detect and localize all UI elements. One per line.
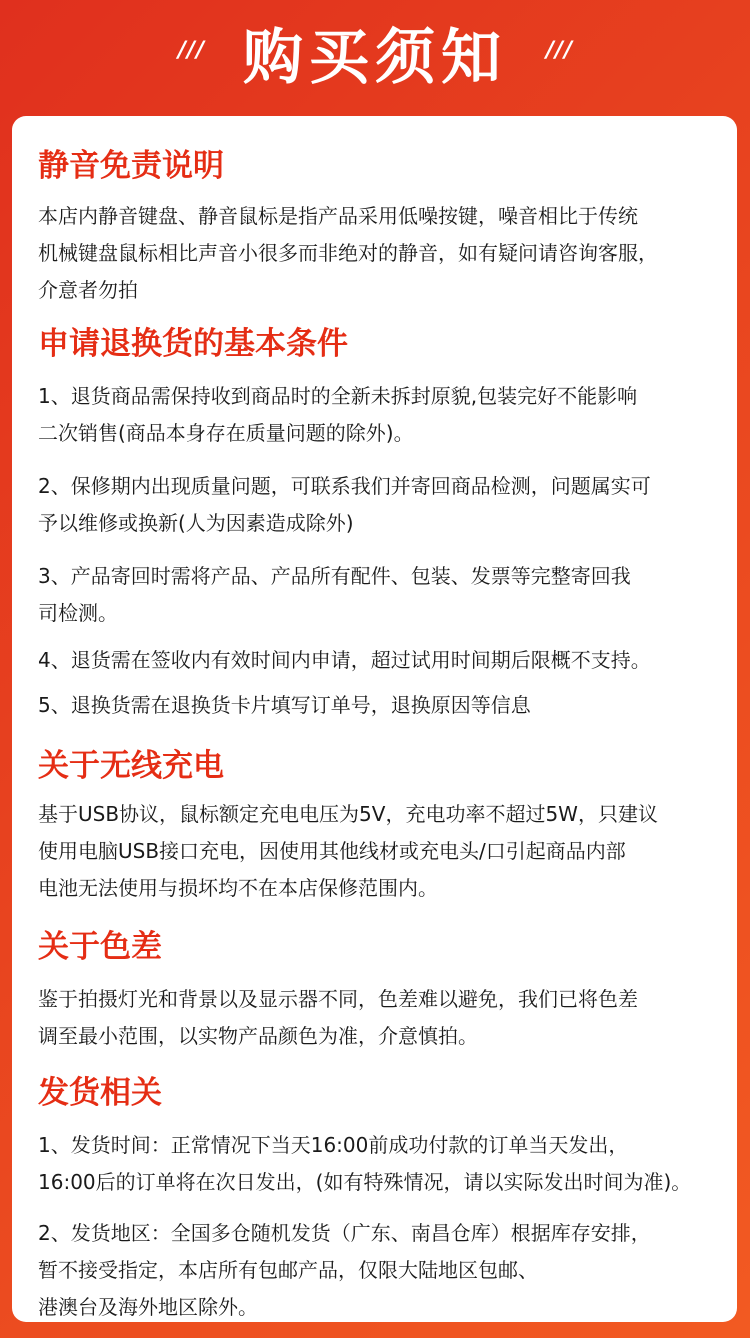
list-item: [38, 642, 738, 679]
notice-card: [12, 116, 737, 1322]
text-line: 2、保修期内出现质量问题，可联系我们并寄回商品检测，问题属实可: [38, 474, 651, 498]
section-title-wireless-charging: 关于无线充电: [38, 748, 224, 784]
text-line: 1、发货时间：正常情况下当天16:00前成功付款的订单当天发出，: [38, 1133, 629, 1157]
section-title-return-conditions: 申请退换货的基本条件: [38, 326, 348, 362]
text-line: 司检测。: [38, 601, 118, 625]
section-title-color-difference: 关于色差: [38, 929, 162, 965]
text-line: 电池无法使用与损坏均不在本店保修范围内。: [38, 876, 438, 900]
list-item: [38, 468, 738, 542]
text-line: 2、发货地区：全国多仓随机发货（广东、南昌仓库）根据库存安排，: [38, 1221, 651, 1245]
text-line: 本店内静音键盘、静音鼠标是指产品采用低噪按键，噪音相比于传统: [38, 204, 638, 228]
text-line: 港澳台及海外地区除外。: [38, 1295, 258, 1319]
notice-content: [38, 146, 738, 1326]
list-item: [38, 378, 738, 452]
list-item: [38, 558, 738, 632]
section-paragraph: [38, 981, 738, 1055]
section-title-silent-disclaimer: 静音免责说明: [38, 148, 224, 184]
text-line: 1、退货商品需保持收到商品时的全新未拆封原貌,包装完好不能影响: [38, 384, 638, 408]
text-line: 鉴于拍摄灯光和背景以及显示器不同，色差难以避免，我们已将色差: [38, 987, 638, 1011]
text-line: 予以维修或换新(人为因素造成除外): [38, 511, 354, 535]
text-line: 4、退货需在签收内有效时间内申请，超过试用时间期后限概不支持。: [38, 648, 651, 672]
section-title-shipping: 发货相关: [38, 1075, 162, 1111]
section-paragraph: [38, 198, 738, 309]
text-line: 二次销售(商品本身存在质量问题的除外)。: [38, 421, 414, 445]
text-line: 暂不接受指定，本店所有包邮产品，仅限大陆地区包邮、: [38, 1258, 538, 1282]
list-item: [38, 1127, 738, 1201]
slash-decoration-left: ///: [178, 38, 206, 63]
list-item: [38, 1215, 738, 1326]
text-line: 使用电脑USB接口充电，因使用其他线材或充电头/口引起商品内部: [38, 839, 626, 863]
text-line: 介意者勿拍: [38, 278, 138, 302]
header-banner: [0, 0, 750, 112]
text-line: 机械键盘鼠标相比声音小很多而非绝对的静音，如有疑问请咨询客服，: [38, 241, 658, 265]
text-line: 3、产品寄回时需将产品、产品所有配件、包装、发票等完整寄回我: [38, 564, 631, 588]
text-line: 16:00后的订单将在次日发出，(如有特殊情况，请以实际发出时间为准)。: [38, 1170, 692, 1194]
text-line: 基于USB协议，鼠标额定充电电压为5V，充电功率不超过5W，只建议: [38, 802, 658, 826]
slash-decoration-right: ///: [546, 38, 574, 63]
text-line: 5、退换货需在退换货卡片填写订单号，退换原因等信息: [38, 693, 531, 717]
list-item: [38, 687, 738, 724]
section-paragraph: [38, 796, 738, 907]
page-title: 购买须知: [243, 23, 507, 93]
text-line: 调至最小范围，以实物产品颜色为准，介意慎拍。: [38, 1024, 478, 1048]
